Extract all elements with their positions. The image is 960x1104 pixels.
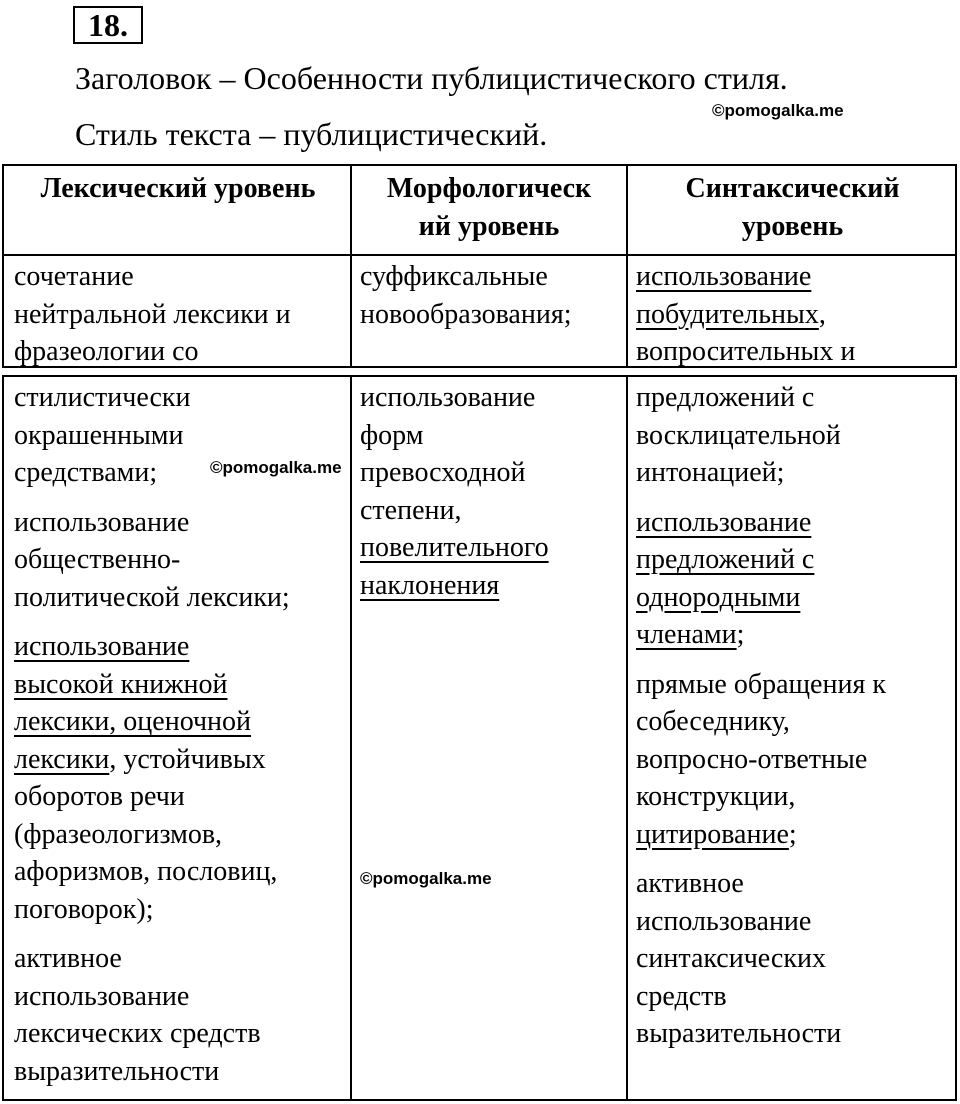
syntactic-item: использование предложений с однородными членами; <box>636 506 815 650</box>
lexical-item: стилистически окрашенными средствами; <box>14 382 191 488</box>
syntactic-item: активное использование синтаксических средств выразительности <box>636 868 842 1049</box>
cell-morphological-part1: суффиксальные новообразования; <box>360 261 572 330</box>
watermark: ©pomogalka.me <box>360 869 492 888</box>
syntactic-item: прямые обращения к собеседнику, вопросно-ответные конструкции, цитирование; <box>636 668 886 850</box>
watermark: ©pomogalka.me <box>712 101 844 120</box>
heading-line: Заголовок – Особенности публицистического стиля. <box>75 60 788 96</box>
lexical-item: активное использование лексических средств выразительности <box>14 943 261 1087</box>
cell-lexical-part1: сочетание нейтральной лексики и фразеологии со <box>14 261 291 367</box>
syntactic-item: предложений с восклицательной интонацией; <box>636 382 841 488</box>
exercise-number: 18. <box>73 6 143 44</box>
header-lexical: Лексический уровень <box>40 173 316 204</box>
lexical-item: использование высокой книжной лексики, оценочной лексики, устойчивых оборотов речи (фразеологизмов, афоризмов, пословиц, поговорок); <box>14 631 278 925</box>
style-line: Стиль текста – публицистический. <box>75 116 548 152</box>
styles-table-part2 <box>2 375 957 1101</box>
cell-syntactic-part2 <box>636 379 957 1065</box>
lexical-item: использование общественно- политической лексики; <box>14 506 290 613</box>
header-divider <box>4 254 955 256</box>
header-syntactic: Синтаксический уровень <box>685 173 900 242</box>
column-divider <box>350 377 352 1099</box>
column-divider <box>626 377 628 1099</box>
styles-table-part1 <box>2 164 957 368</box>
cell-morphological-part2: использование форм превосходной степени, повелительного наклонения <box>360 382 549 601</box>
watermark: ©pomogalka.me <box>210 458 342 477</box>
cell-lexical-part2 <box>14 379 350 1102</box>
header-morphological: Морфологическ ий уровень <box>386 173 592 242</box>
cell-syntactic-part1: использование побудительных, вопросительных и <box>636 261 856 367</box>
